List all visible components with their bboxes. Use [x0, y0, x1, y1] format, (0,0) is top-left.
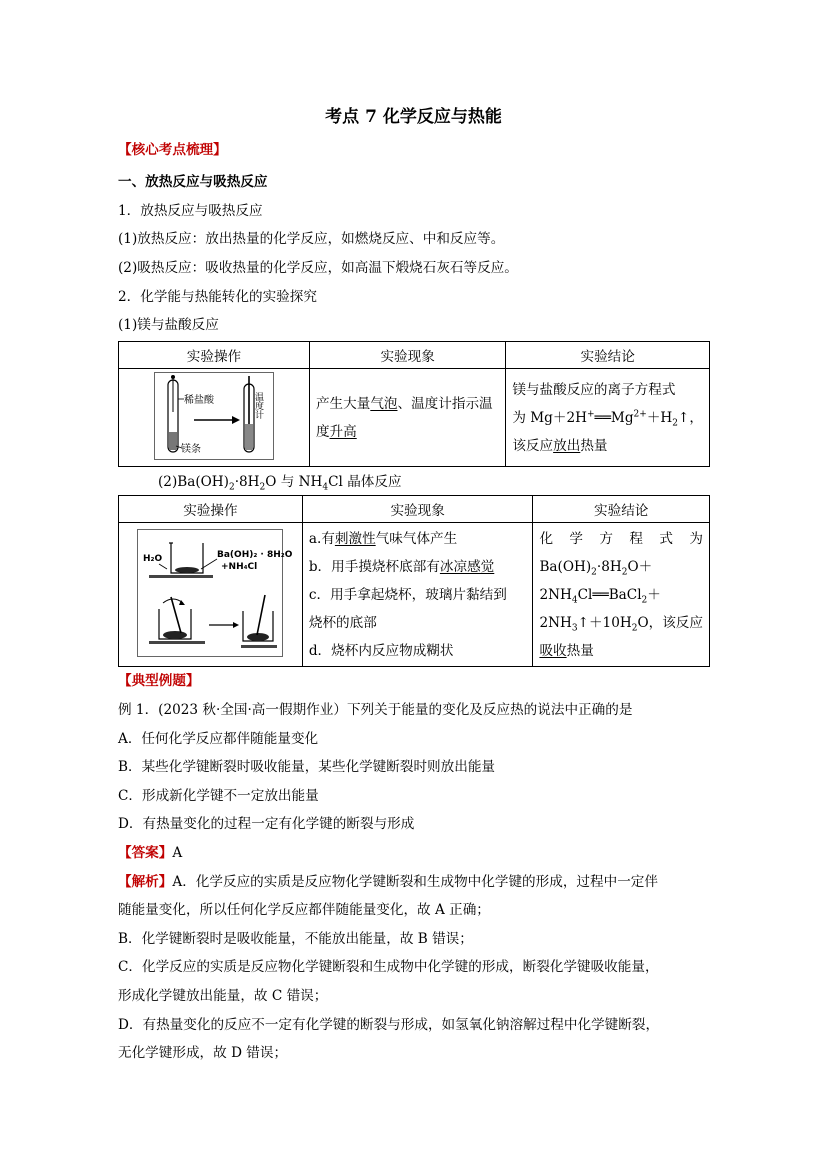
item-2: 2．化学能与热能转化的实验探究	[118, 289, 317, 305]
option-a: A．任何化学反应都伴随能量变化	[118, 731, 319, 747]
item-1-1: (1)放热反应：放出热量的化学反应，如燃烧反应、中和反应等。	[118, 231, 505, 247]
label-thermometer: 温度计	[252, 391, 263, 419]
answer-label: 【答案】	[118, 845, 173, 861]
glass-plate-icon	[149, 575, 213, 578]
page-title: 考点 7 化学反应与热能	[325, 107, 502, 127]
table-header-cell: 实验现象	[302, 496, 533, 523]
analysis-line-7: 无化学键形成，故 D 错误；	[118, 1045, 288, 1061]
table-header-row	[119, 342, 710, 369]
table-header-cell: 实验操作	[119, 496, 303, 523]
analysis-line-6: D．有热量变化的反应不一定有化学键的断裂与形成，如氢氧化钠溶解过程中化学键断裂，	[118, 1017, 660, 1033]
answer-line	[118, 841, 182, 861]
phenomenon-cell: a.有刺激性气味气体产生 b．用手摸烧杯底部有冰凉感觉 c．用手拿起烧杯，玻璃片黏结到 烧杯的底部 d．烧杯内反应物成糊状	[302, 523, 533, 667]
label-magnesium: 镁条	[180, 443, 201, 455]
table-header-row	[119, 496, 710, 523]
table-header-cell: 实验结论	[533, 496, 710, 523]
table-header-cell: 实验操作	[119, 342, 310, 369]
conclusion-cell: 镁与盐酸反应的离子方程式 为 $Mg+2H^+══Mg^{2+}+H_2↑$， 该反应放出热量	[506, 369, 710, 467]
experiment-figure-cell	[119, 523, 303, 667]
experiment-figure-cell	[119, 369, 310, 467]
analysis-label: 【解析】	[118, 874, 173, 890]
table-baoh2-nh4cl	[118, 495, 710, 667]
section-example-heading: 【典型例题】	[118, 673, 200, 689]
table-row	[119, 369, 710, 467]
label-acid: 稀盐酸	[183, 394, 214, 406]
baoh2-apparatus-figure	[137, 529, 293, 657]
item-1: 1．放热反应与吸热反应	[118, 203, 263, 219]
table-row	[119, 523, 710, 667]
option-c: C．形成新化学键不一定放出能量	[118, 788, 319, 804]
analysis-line-5: 形成化学键放出能量，故 C 错误；	[118, 988, 328, 1004]
question-stem: 例 1．(2023 秋·全国·高一假期作业）下列关于能量的变化及反应热的说法中正确的是	[118, 702, 633, 718]
glass-rod-icon	[171, 597, 181, 633]
section-core-heading: 【核心考点梳理】	[118, 142, 227, 158]
glass-rod-icon	[257, 595, 265, 635]
heading-exo-endo: 一、放热反应与吸热反应	[118, 174, 268, 190]
analysis-line-3: B．化学键断裂时是吸收能量，不能放出能量，故 B 错误；	[118, 931, 473, 947]
option-d: D．有热量变化的过程一定有化学键的断裂与形成	[118, 816, 415, 832]
mg-hcl-apparatus-figure	[154, 372, 274, 460]
item-2-2: $(2)Ba(OH)_2\cdot 8H_2O$ 与 $NH_4Cl$ 晶体反应	[158, 474, 402, 493]
table-mg-hcl	[118, 341, 710, 467]
conclusion-cell: 化学方程式为 $Ba(OH)_2\cdot 8H_2O+$ $2NH_4Cl══BaCl_2+$ $2NH_3↑+10H_2O$，该反应 吸收热量	[533, 523, 710, 667]
item-2-1: (1)镁与盐酸反应	[118, 317, 219, 333]
table-header-cell: 实验现象	[309, 342, 505, 369]
table-header-cell: 实验结论	[506, 342, 710, 369]
phenomenon-cell: 产生大量气泡、温度计指示温 度升高	[309, 369, 505, 467]
option-b: B．某些化学键断裂时吸收能量，某些化学键断裂时则放出能量	[118, 759, 496, 775]
analysis-line-1: 【解析】A．化学反应的实质是反应物化学键断裂和生成物中化学键的形成，过程中一定伴	[118, 874, 658, 890]
label-reagent-1: Ba(OH)₂ · 8H₂O	[217, 549, 293, 560]
analysis-line-4: C．化学反应的实质是反应物化学键断裂和生成物中化学键的形成，断裂化学键吸收能量，	[118, 959, 659, 975]
analysis-line-2: 随能量变化，所以任何化学反应都伴随能量变化，故 A 正确；	[118, 902, 490, 918]
answer-value: A	[172, 845, 183, 861]
label-water: H₂O	[143, 553, 163, 564]
item-1-2: (2)吸热反应：吸收热量的化学反应，如高温下煅烧石灰石等反应。	[118, 260, 518, 276]
label-reagent-2: +NH₄Cl	[221, 561, 258, 572]
